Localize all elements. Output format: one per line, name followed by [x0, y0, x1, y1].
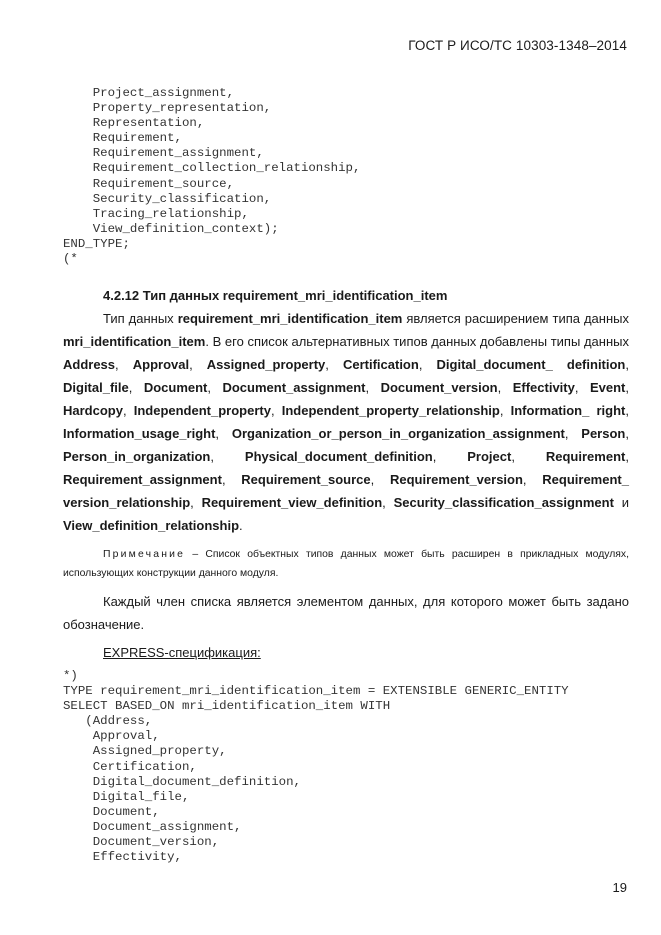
code-line: Tracing_relationship, — [63, 206, 249, 221]
code-line: (* — [63, 252, 78, 267]
type-name: Hardcopy — [63, 403, 123, 418]
type-name: Address — [63, 357, 116, 372]
express-code-block-1 — [63, 86, 360, 267]
code-line: Digital_file, — [63, 789, 190, 804]
type-name: Person_in_organization — [63, 449, 211, 464]
type-name: Information_usage_right — [63, 426, 216, 441]
document-header: ГОСТ Р ИСО/ТС 10303-1348–2014 — [408, 38, 627, 53]
section-heading: 4.2.12 Тип данных requirement_mri_identification_item — [103, 288, 448, 303]
type-name: Approval — [132, 357, 190, 372]
type-name: Project — [467, 449, 512, 464]
code-line: View_definition_context); — [63, 221, 279, 236]
code-line: (Address, — [63, 714, 153, 729]
type-name: Security_classification_assignment — [393, 495, 614, 510]
type-name: Digital_document_ definition — [436, 357, 626, 372]
code-line: Property_representation, — [63, 101, 272, 116]
code-line: Project_assignment, — [63, 86, 235, 100]
type-name: Requirement_source — [241, 472, 371, 487]
types-list: Address, Approval, Assigned_property, Certification, Digital_document_ definition, Digital_file, Document, Document_assignment, Document_version, Effectivity, Event, Hardcopy, Independent_property, Independent_property_relationship, Information_ right, Information_usage_right, Organization_or_person_in_organization_assignment, Person, Person_in_organization, Physical_document_definition, Project, Requirement, Requirement_assignment, Requirement_source, Requirement_version, Requirement_ version_relationship, Requirement_view_definition, Security_classification_assignment — [63, 357, 630, 510]
type-name: mri_identification_item — [63, 334, 206, 349]
note — [63, 545, 629, 583]
code-line: Assigned_property, — [63, 744, 227, 759]
type-name: Person — [581, 426, 626, 441]
type-name: requirement_mri_identification_item — [177, 311, 403, 326]
type-name: Independent_property_relationship — [281, 403, 500, 418]
type-name: Event — [589, 380, 626, 395]
type-name: Independent_property — [133, 403, 271, 418]
code-line: Approval, — [63, 729, 160, 744]
type-name: Requirement_ version_relationship — [63, 472, 629, 510]
type-name: Document_assignment — [222, 380, 366, 395]
code-line: Requirement_collection_relationship, — [63, 161, 361, 176]
code-line: Digital_document_definition, — [63, 774, 301, 789]
type-name: Certification — [342, 357, 419, 372]
code-line: *) — [63, 669, 78, 683]
type-name: Requirement_assignment — [63, 472, 222, 487]
section-paragraph — [63, 307, 629, 537]
para-text: и — [613, 495, 629, 510]
type-name: Document — [143, 380, 208, 395]
code-line: Requirement_assignment, — [63, 146, 264, 161]
code-line: Requirement, — [63, 131, 182, 146]
code-line: Effectivity, — [63, 850, 182, 865]
note-text: – Список объектных типов данных может быть расширен в прикладных модулях, использующих конструкции данного модуля. — [63, 549, 629, 579]
type-name: Document_version — [380, 380, 498, 395]
type-name: Physical_document_definition — [244, 449, 433, 464]
code-line: TYPE requirement_mri_identification_item = EXTENSIBLE GENERIC_ENTITY — [63, 684, 569, 699]
type-name: Assigned_property — [206, 357, 326, 372]
para-text: является расширением типа данных — [402, 311, 629, 326]
code-line: Document_assignment, — [63, 819, 242, 834]
code-line: Requirement_source, — [63, 176, 235, 191]
type-name: Effectivity — [512, 380, 575, 395]
code-line: Security_classification, — [63, 191, 272, 206]
express-spec-label: EXPRESS-спецификация: — [103, 645, 261, 660]
code-line: SELECT BASED_ON mri_identification_item WITH — [63, 699, 391, 714]
section-paragraph-2: Каждый член списка является элементом данных, для которого может быть задано обозначение. — [63, 594, 629, 632]
type-name: Digital_file — [63, 380, 129, 395]
type-name: Organization_or_person_in_organization_assignment — [231, 426, 565, 441]
page-number: 19 — [612, 880, 627, 895]
type-name: Requirement — [545, 449, 626, 464]
type-name: Information_ right — [510, 403, 626, 418]
para-text: . — [239, 518, 243, 533]
type-name: Requirement_version — [389, 472, 523, 487]
type-name: Requirement_view_definition — [201, 495, 383, 510]
code-line: Representation, — [63, 116, 205, 131]
code-line: Certification, — [63, 759, 197, 774]
type-name: View_definition_relationship — [63, 518, 240, 533]
para-text: . В его список альтернативных типов данных добавлены типы данных — [205, 334, 629, 349]
code-line: Document_version, — [63, 835, 220, 850]
para-text: Тип данных — [103, 311, 178, 326]
code-line: END_TYPE; — [63, 236, 130, 251]
express-code-block-2 — [63, 669, 569, 865]
note-label: Примечание — [103, 549, 186, 560]
code-line: Document, — [63, 804, 160, 819]
